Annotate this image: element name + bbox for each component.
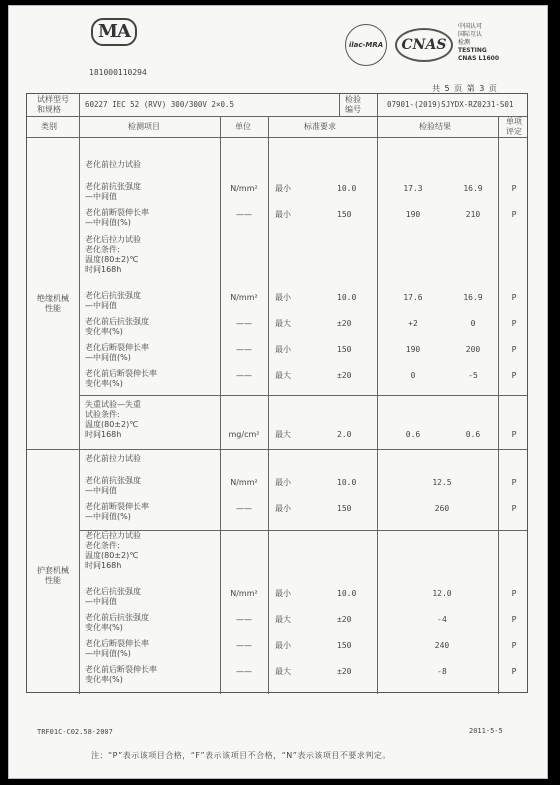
row-result: 240 <box>434 641 450 650</box>
row-unit: —— <box>236 667 252 676</box>
results-table <box>26 93 528 693</box>
row-judgement: P <box>511 667 517 676</box>
item-line: 失重试验—失重 <box>85 400 141 409</box>
form-date: 2011-5-5 <box>469 727 503 735</box>
row-unit: N/mm² <box>230 589 258 598</box>
row-item <box>85 182 141 202</box>
row-result-1: 17.3 <box>403 184 423 193</box>
row-judgement: P <box>511 504 517 513</box>
cnas-line: CNAS L1600 <box>458 55 500 62</box>
row-result-1: 190 <box>405 210 421 219</box>
row-judgement: P <box>511 371 517 380</box>
row-requirement-value: 10.0 <box>337 293 357 302</box>
row-judgement: P <box>511 615 517 624</box>
row-requirement-type: 最小 <box>275 210 291 219</box>
col-divider <box>377 94 378 116</box>
row-unit: —— <box>236 641 252 650</box>
row-result-2: -5 <box>468 371 478 380</box>
row-requirement-type: 最大 <box>275 667 291 676</box>
item-line: 变化率(%) <box>85 379 123 388</box>
item-line: 温度(80±2)℃ <box>85 551 139 560</box>
row-item <box>85 502 149 522</box>
category-insulation: 绝缘机械 性能 <box>37 294 69 313</box>
row-item <box>85 208 149 228</box>
col-divider <box>79 94 80 694</box>
header-unit: 单位 <box>235 122 251 131</box>
item-line: 老化条件: <box>85 245 120 254</box>
row-result: 12.5 <box>432 478 452 487</box>
item-line: 老化前断裂伸长率 <box>85 502 149 511</box>
row-requirement-type: 最小 <box>275 641 291 650</box>
row-judgement: P <box>511 589 517 598</box>
item-line: 老化条件: <box>85 541 120 550</box>
row-item <box>85 235 141 275</box>
row-divider <box>79 395 527 396</box>
row-requirement-value: ±20 <box>337 319 352 328</box>
header-standard: 标准要求 <box>304 122 336 131</box>
footnote: 注：“P”表示该项目合格，“F”表示该项目不合格，“N”表示该项目不要求判定。 <box>91 751 391 760</box>
row-judgement: P <box>511 478 517 487</box>
row-requirement-type: 最小 <box>275 345 291 354</box>
row-divider <box>27 449 527 450</box>
row-item <box>85 665 157 685</box>
item-line: 老化前后抗张强度 <box>85 317 149 326</box>
row-item <box>85 160 141 170</box>
row-result-2: 16.9 <box>463 184 483 193</box>
item-line: 温度(80±2)℃ <box>85 420 139 429</box>
row-unit: N/mm² <box>230 293 258 302</box>
cnas-accreditation-text <box>458 23 499 63</box>
row-requirement-type: 最大 <box>275 430 291 439</box>
row-result: -4 <box>437 615 447 624</box>
item-line: 老化前后断裂伸长率 <box>85 369 157 378</box>
cnas-line: 检测 <box>458 39 471 46</box>
item-line: 老化后抗张强度 <box>85 587 141 596</box>
row-requirement-value: ±20 <box>337 667 352 676</box>
item-line: —中间值 <box>85 192 117 201</box>
row-result: 260 <box>434 504 450 513</box>
item-line: 老化后抗张强度 <box>85 291 141 300</box>
row-item <box>85 369 157 389</box>
row-requirement-value: 10.0 <box>337 478 357 487</box>
row-judgement: P <box>511 345 517 354</box>
report-number-value: 07901-(2019)SJYDX-RZ0231-S01 <box>387 100 514 109</box>
row-item <box>85 291 141 311</box>
item-line: 老化后拉力试验 <box>85 531 141 540</box>
item-line: —中间值(%) <box>85 218 131 227</box>
row-requirement-type: 最小 <box>275 504 291 513</box>
row-requirement-value: 10.0 <box>337 184 357 193</box>
row-divider <box>27 137 527 138</box>
row-item <box>85 587 141 607</box>
row-result-1: 17.6 <box>403 293 423 302</box>
model-value: 60227 IEC 52 (RVV) 300/300V 2×0.5 <box>85 100 235 109</box>
row-requirement-type: 最大 <box>275 371 291 380</box>
row-unit: —— <box>236 504 252 513</box>
item-line: —中间值(%) <box>85 353 131 362</box>
page-count: 共 5 页 第 3 页 <box>432 84 498 93</box>
item-line: —中间值 <box>85 486 117 495</box>
row-result-1: +2 <box>408 319 418 328</box>
item-line: 时间168h <box>85 561 122 570</box>
row-requirement-type: 最小 <box>275 589 291 598</box>
row-requirement-value: 2.0 <box>337 430 352 439</box>
item-line: 老化前断裂伸长率 <box>85 208 149 217</box>
row-judgement: P <box>511 319 517 328</box>
row-unit: —— <box>236 345 252 354</box>
row-requirement-type: 最小 <box>275 293 291 302</box>
header-item: 检测项目 <box>128 122 160 131</box>
item-line: 时间168h <box>85 265 122 274</box>
item-line: —中间值(%) <box>85 649 131 658</box>
row-item <box>85 476 141 496</box>
row-item <box>85 317 149 337</box>
cnas-line: 国际互认 <box>458 31 483 38</box>
item-line: 变化率(%) <box>85 675 123 684</box>
item-line: 老化后拉力试验 <box>85 235 141 244</box>
ilac-mra-logo: ilac-MRA <box>345 24 387 66</box>
item-line: 老化后断裂伸长率 <box>85 343 149 352</box>
row-judgement: P <box>511 210 517 219</box>
model-label: 试样型号 和规格 <box>37 95 69 114</box>
row-item <box>85 531 141 571</box>
col-divider <box>220 116 221 694</box>
row-requirement-value: 10.0 <box>337 589 357 598</box>
row-unit: N/mm² <box>230 478 258 487</box>
row-requirement-value: 150 <box>337 504 352 513</box>
category-sheath: 护套机械 性能 <box>37 566 69 585</box>
item-line: 变化率(%) <box>85 327 123 336</box>
row-result-1: 190 <box>405 345 421 354</box>
item-line: 温度(80±2)℃ <box>85 255 139 264</box>
item-line: —中间值(%) <box>85 512 131 521</box>
row-judgement: P <box>511 641 517 650</box>
row-item <box>85 343 149 363</box>
row-requirement-type: 最大 <box>275 319 291 328</box>
row-result-2: 16.9 <box>463 293 483 302</box>
report-page <box>8 5 548 779</box>
row-judgement: P <box>511 430 517 439</box>
row-requirement-value: ±20 <box>337 615 352 624</box>
cnas-line: 中国认可 <box>458 23 483 30</box>
header-judgement: 单项 评定 <box>506 117 522 136</box>
row-item <box>85 639 149 659</box>
row-result-1: 0.6 <box>405 430 421 439</box>
row-item <box>85 400 141 440</box>
item-line: 老化前拉力试验 <box>85 454 141 463</box>
row-unit: —— <box>236 615 252 624</box>
row-result-2: 0 <box>470 319 476 328</box>
item-line: 老化前拉力试验 <box>85 160 141 169</box>
row-judgement: P <box>511 293 517 302</box>
row-unit: mg/cm² <box>228 430 260 439</box>
row-unit: N/mm² <box>230 184 258 193</box>
header-category: 类别 <box>41 122 57 131</box>
row-requirement-value: 150 <box>337 210 352 219</box>
item-line: —中间值 <box>85 301 117 310</box>
item-line: 时间168h <box>85 430 122 439</box>
item-line: 变化率(%) <box>85 623 123 632</box>
col-divider <box>268 116 269 694</box>
row-unit: —— <box>236 371 252 380</box>
row-result-2: 200 <box>465 345 481 354</box>
row-judgement: P <box>511 184 517 193</box>
row-item <box>85 454 141 464</box>
row-result-2: 0.6 <box>465 430 481 439</box>
row-result: 12.0 <box>432 589 452 598</box>
item-line: 老化前抗张强度 <box>85 476 141 485</box>
col-divider <box>377 116 378 694</box>
row-requirement-type: 最大 <box>275 615 291 624</box>
row-requirement-value: 150 <box>337 641 352 650</box>
row-requirement-value: 150 <box>337 345 352 354</box>
row-result-2: 210 <box>465 210 481 219</box>
item-line: 老化后断裂伸长率 <box>85 639 149 648</box>
item-line: —中间值 <box>85 597 117 606</box>
item-line: 老化前后抗张强度 <box>85 613 149 622</box>
report-number-label: 检验 编号 <box>345 95 361 114</box>
cnas-line: TESTING <box>458 47 487 54</box>
ma-logo: MA <box>91 18 137 46</box>
row-unit: —— <box>236 210 252 219</box>
row-requirement-type: 最小 <box>275 478 291 487</box>
row-divider <box>27 116 527 117</box>
row-result: -8 <box>437 667 447 676</box>
row-result-1: 0 <box>410 371 416 380</box>
row-requirement-value: ±20 <box>337 371 352 380</box>
col-divider <box>498 116 499 694</box>
form-code: TRF01C-C02.58-2007 <box>37 728 113 736</box>
row-requirement-type: 最小 <box>275 184 291 193</box>
row-divider <box>79 530 527 531</box>
item-line: 老化前后断裂伸长率 <box>85 665 157 674</box>
item-line: 试验条件: <box>85 410 120 419</box>
cnas-logo: CNAS <box>395 28 453 62</box>
ma-code: 181000110294 <box>89 68 147 77</box>
col-divider <box>339 94 340 116</box>
row-item <box>85 613 149 633</box>
header-result: 检验结果 <box>419 122 451 131</box>
item-line: 老化前抗张强度 <box>85 182 141 191</box>
row-unit: —— <box>236 319 252 328</box>
